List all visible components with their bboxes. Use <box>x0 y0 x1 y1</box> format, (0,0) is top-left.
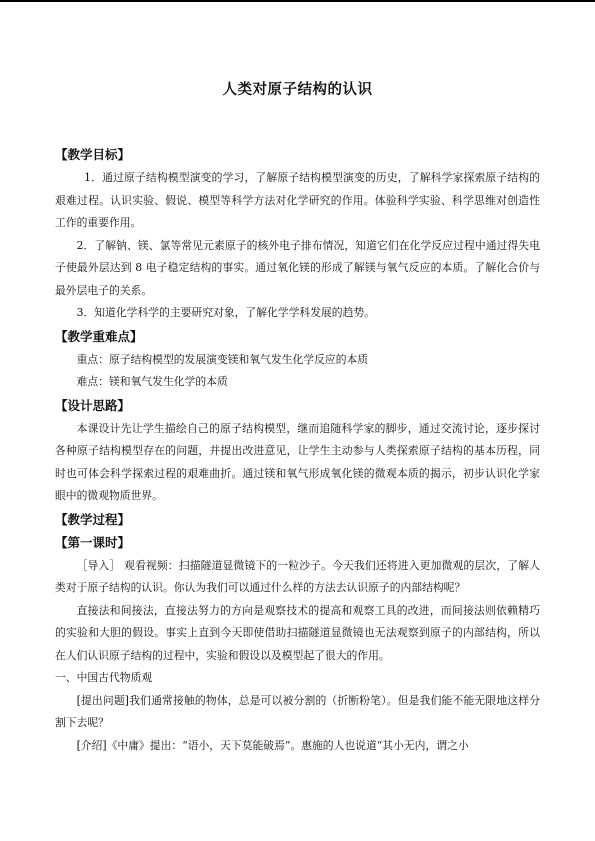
key-point: 重点：原子结构模型的发展演变镁和氧气发生化学反应的本质 <box>76 352 369 366</box>
lesson-heading: 【第一课时】 <box>55 534 131 550</box>
goals-heading: 【教学目标】 <box>55 147 131 162</box>
methods-paragraph: 直接法和间接法，直接法努力的方向是观察技术的提高和观察工具的改进，而间接法则依赖精巧的实验和大胆的假设。事实上直到今天即使借助扫描隧道显微镜也无法观察到原子的内部结构，所以在人们认识原子结构的过程中，实验和假设以及模型起了很大的作用。 <box>55 603 540 662</box>
intro2-paragraph: [介绍]《中庸》提出：“语小，天下莫能破焉”。惠施的人也说道“其小无内，谓之小 <box>76 738 469 752</box>
question-paragraph: [提出问题]我们通常接触的物体，总是可以被分割的（折断粉笔）。但是我们能不能无限地这样分割下去呢？ <box>55 693 540 729</box>
key-points-heading: 【教学重难点】 <box>55 328 143 344</box>
intro-paragraph: ［导入］ 观看视频：扫描隧道显微镜下的一粒沙子。今天我们还将进入更加微观的层次，了解人类对于原子结构的认识。你认为我们可以通过什么样的方法去认识原子的内部结构呢？ <box>55 558 540 594</box>
goal-item-3: 3．知道化学科学的主要研究对象，了解化学学科发展的趋势。 <box>76 306 375 319</box>
document-title: 人类对原子结构的认识 <box>222 82 373 98</box>
page-top-rule <box>0 0 595 2</box>
difficult-point: 难点：镁和氧气发生化学的本质 <box>76 375 228 388</box>
subsection-heading: 一、中国古代物质观 <box>55 671 153 684</box>
process-heading: 【教学过程】 <box>55 511 131 527</box>
document-body <box>55 143 540 757</box>
goal-item-1: 1．通过原子结构模型演变的学习，了解原子结构模型演变的历史，了解科学家探索原子结构的艰难过程。认识实验、假说、模型等科学方法对化学研究的作用。体验科学实验、科学思维对创造性工作的重要作用。 <box>55 171 540 229</box>
design-text: 本课设计先让学生描绘自己的原子结构模型，继而追随科学家的脚步，通过交流讨论，逐步探讨各种原子结构模型存在的问题，并提出改进意见，让学生主动参与人类探索原子结构的基本历程，同时也可体会科学探索过程的艰难曲折。通过镁和氧气形成氧化镁的微观本质的揭示，初步认识化学家眼中的微观物质世界。 <box>55 421 540 502</box>
goal-item-2: 2．了解钠、镁、氯等常见元素原子的核外电子排布情况，知道它们在化学反应过程中通过得失电子使最外层达到 8 电子稳定结构的事实。通过氧化镁的形成了解镁与氧气反应的本质。了解化合价与最外层电子的关系。 <box>55 238 540 297</box>
design-heading: 【设计思路】 <box>55 397 131 413</box>
